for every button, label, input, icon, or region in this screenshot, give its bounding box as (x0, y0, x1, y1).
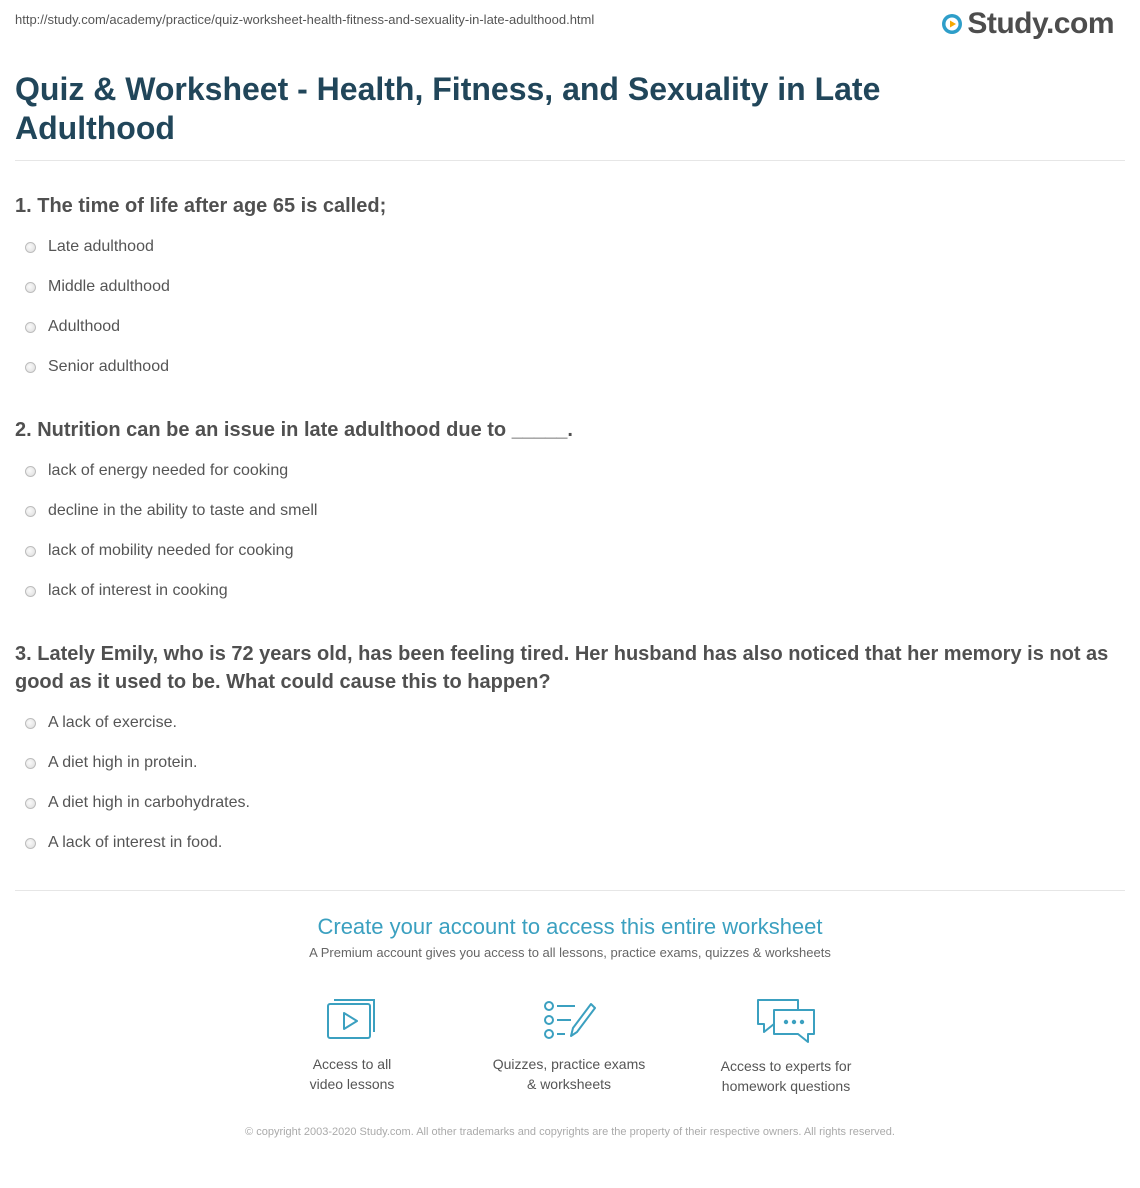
chat-bubbles-icon (754, 996, 818, 1046)
answer-option[interactable] (15, 823, 1125, 863)
answer-option[interactable] (15, 571, 1125, 611)
question-text: 2. Nutrition can be an issue in late adulthood due to _____. (15, 419, 573, 441)
page-title: Quiz & Worksheet - Health, Fitness, and Sexuality in Late Adulthood (15, 71, 881, 146)
answer-option[interactable] (15, 703, 1125, 743)
answer-option[interactable] (15, 743, 1125, 783)
answer-label: Middle adulthood (48, 278, 170, 295)
answer-option[interactable] (15, 267, 1125, 307)
radio-button[interactable] (25, 758, 36, 769)
radio-button[interactable] (25, 838, 36, 849)
answer-option[interactable] (15, 491, 1125, 531)
feature-experts (686, 996, 886, 1096)
answer-option[interactable] (15, 307, 1125, 347)
study-logo-text: Study.com (967, 7, 1114, 40)
radio-button[interactable] (25, 282, 36, 293)
premium-description: A Premium account gives you access to all lessons, practice exams, quizzes & worksheets (309, 945, 831, 960)
question-text: 3. Lately Emily, who is 72 years old, has been feeling tired. Her husband has also noticed that her memory is not as good as it used to be. What could cause this to happen? (15, 643, 1109, 693)
feature-label: Quizzes, practice exams & worksheets (492, 1056, 646, 1092)
radio-button[interactable] (25, 466, 36, 477)
radio-button[interactable] (25, 586, 36, 597)
feature-video-lessons (252, 996, 452, 1094)
answer-option[interactable] (15, 783, 1125, 823)
cta-divider (15, 890, 1125, 891)
answer-label: lack of interest in cooking (48, 582, 228, 599)
feature-quizzes (469, 996, 669, 1094)
question-2 (15, 416, 1125, 611)
answer-label: A diet high in carbohydrates. (48, 794, 250, 811)
feature-label: Access to experts for homework questions (720, 1058, 852, 1094)
question-3 (15, 640, 1125, 863)
feature-label: Access to all video lessons (309, 1056, 395, 1092)
radio-button[interactable] (25, 546, 36, 557)
answer-options (15, 703, 1125, 863)
page-url-link[interactable]: http://study.com/academy/practice/quiz-worksheet-health-fitness-and-sexuality-in-late-adulthood.html (15, 12, 595, 27)
question-1 (15, 192, 1125, 387)
question-text: 1. The time of life after age 65 is called; (15, 195, 387, 217)
answer-option[interactable] (15, 451, 1125, 491)
answer-label: lack of energy needed for cooking (48, 462, 289, 479)
radio-button[interactable] (25, 242, 36, 253)
video-lessons-icon (324, 996, 380, 1044)
radio-button[interactable] (25, 362, 36, 373)
radio-button[interactable] (25, 718, 36, 729)
radio-button[interactable] (25, 322, 36, 333)
answer-option[interactable] (15, 227, 1125, 267)
header-divider (15, 160, 1125, 161)
radio-button[interactable] (25, 506, 36, 517)
copyright-notice: © copyright 2003-2020 Study.com. All other trademarks and copyrights are the property of their respective owners. All rights reserved. (245, 1126, 895, 1138)
answer-label: decline in the ability to taste and smell (48, 502, 318, 519)
answer-label: Late adulthood (48, 238, 154, 255)
answer-label: A diet high in protein. (48, 754, 198, 771)
answer-option[interactable] (15, 531, 1125, 571)
answer-label: A lack of exercise. (48, 714, 177, 731)
quiz-checklist-icon (541, 996, 597, 1044)
study-logo[interactable] (941, 6, 1114, 42)
answer-label: Senior adulthood (48, 358, 169, 375)
answer-options (15, 227, 1125, 387)
study-logo-play-icon (941, 13, 963, 35)
answer-label: lack of mobility needed for cooking (48, 542, 294, 559)
answer-label: A lack of interest in food. (48, 834, 223, 851)
answer-label: Adulthood (48, 318, 121, 335)
radio-button[interactable] (25, 798, 36, 809)
create-account-link[interactable]: Create your account to access this entire worksheet (317, 914, 823, 939)
answer-option[interactable] (15, 347, 1125, 387)
answer-options (15, 451, 1125, 611)
